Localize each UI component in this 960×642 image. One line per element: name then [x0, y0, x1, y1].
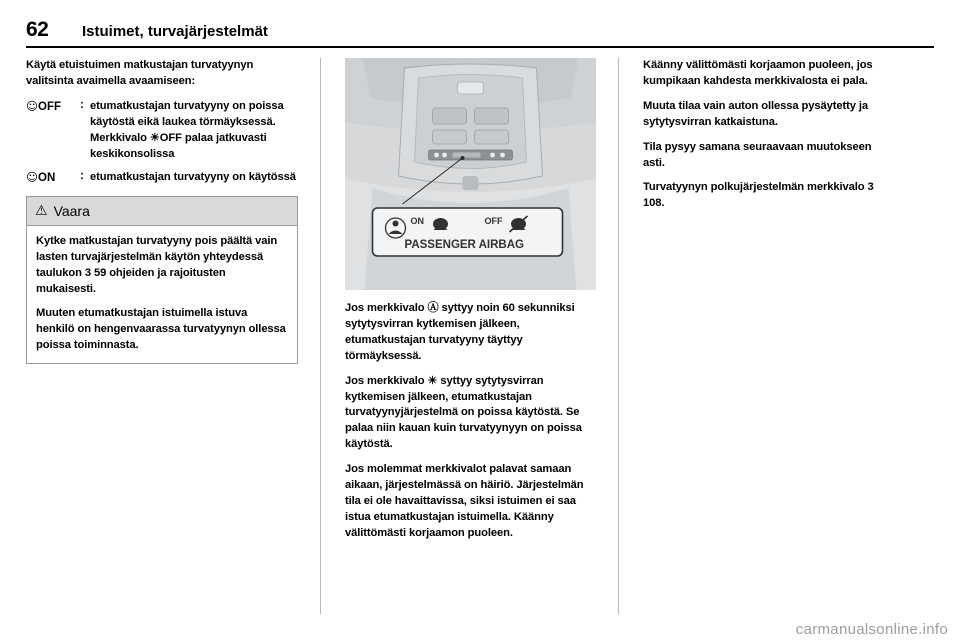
overhead-console-figure [345, 58, 596, 290]
page-columns [26, 58, 934, 614]
airbag-off-icon: ☺OFF [26, 98, 61, 113]
watermark: carmanualsonline.info [795, 621, 948, 638]
page-number: 62 [26, 18, 49, 41]
svg-text:OFF: OFF [484, 216, 503, 226]
airbag-on-icon: ☺ON [26, 170, 56, 185]
warning-box [26, 196, 298, 363]
figure-paragraph: Jos merkkivalo Ⓐ syttyy noin 60 sekunniksi sytytysvirran kytkemisen jälkeen, etumatkustajan turvatyyny täyttyy törmäyksessä. [345, 302, 575, 362]
warning-header [27, 197, 297, 226]
warning-body [27, 226, 297, 362]
page-header [26, 18, 934, 48]
definition-row [26, 99, 298, 163]
definition-text: etumatkustajan turvatyyny on käytössä [90, 171, 296, 184]
definition-row [26, 170, 298, 186]
figure-illustration [345, 58, 596, 290]
svg-text:PASSENGER AIRBAG: PASSENGER AIRBAG [404, 239, 524, 251]
right-paragraph-crossref: Turvatyynyn polkujärjestelmän merkkivalo 3 108. [643, 181, 874, 210]
right-paragraph: Käänny välittömästi korjaamon puoleen, jos kumpikaan kahdesta merkkivalosta ei pala. [643, 59, 873, 87]
warning-triangle-icon: ⚠ [35, 203, 48, 220]
definition-symbol-label: ON [38, 172, 56, 185]
definition-separator: : [80, 170, 84, 183]
definition-separator: : [80, 98, 84, 111]
right-paragraph: Muuta tilaa vain auton ollessa pysäytetty ja sytytysvirran katkaistuna. [643, 99, 869, 128]
figure-paragraph: Jos merkkivalo ☀ syttyy sytytysvirran kytkemisen jälkeen, etumatkustajan turvatyynyjärjestelmä on poissa käytöstä. Se palaa niin kauan kuin turvatyynyyn on poissa käytöstä. [345, 374, 582, 451]
indicator-definition-list [26, 99, 298, 187]
warning-paragraph: Kytke matkustajan turvatyyny pois päältä vain lasten turvajärjestelmän käytön yhteydessä taulukon 3 59 ohjeiden ja rajoitusten mukaisesti. [36, 235, 278, 296]
column-left [26, 58, 298, 614]
page-title: Istuimet, turvajärjestelmät [82, 23, 268, 40]
warning-paragraph: Muuten etumatkustajan istuimella istuva henkilö on hengenvaarassa turvatyynyn ollessa poissa toiminnasta. [36, 306, 286, 351]
definition-text: etumatkustajan turvatyyny on poissa käytöstä eikä laukea törmäyksessä. Merkkivalo ☀OFF palaa jatkuvasti keskikonsolissa [90, 99, 284, 160]
right-paragraph: Tila pysyy samana seuraavaan muutokseen asti. [643, 140, 872, 169]
column-right [618, 58, 890, 614]
svg-text:ON: ON [410, 216, 424, 226]
figure-paragraph: Jos molemmat merkkivalot palavat samaan aikaan, järjestelmässä on häiriö. Järjestelmän tila ei ole havaittavissa, siksi istuimen ei saa istua etumatkustajan istuimella. Käänny välittömästi korjaamon puoleen. [345, 463, 584, 539]
passenger-airbag-indicator-callout [373, 208, 563, 256]
intro-paragraph: Käytä etuistuimen matkustajan turvatyynyn valitsinta avaimella avaamiseen: [26, 59, 254, 87]
definition-symbol-label: OFF [38, 100, 61, 113]
column-middle [320, 58, 596, 614]
warning-title: Vaara [53, 203, 90, 220]
